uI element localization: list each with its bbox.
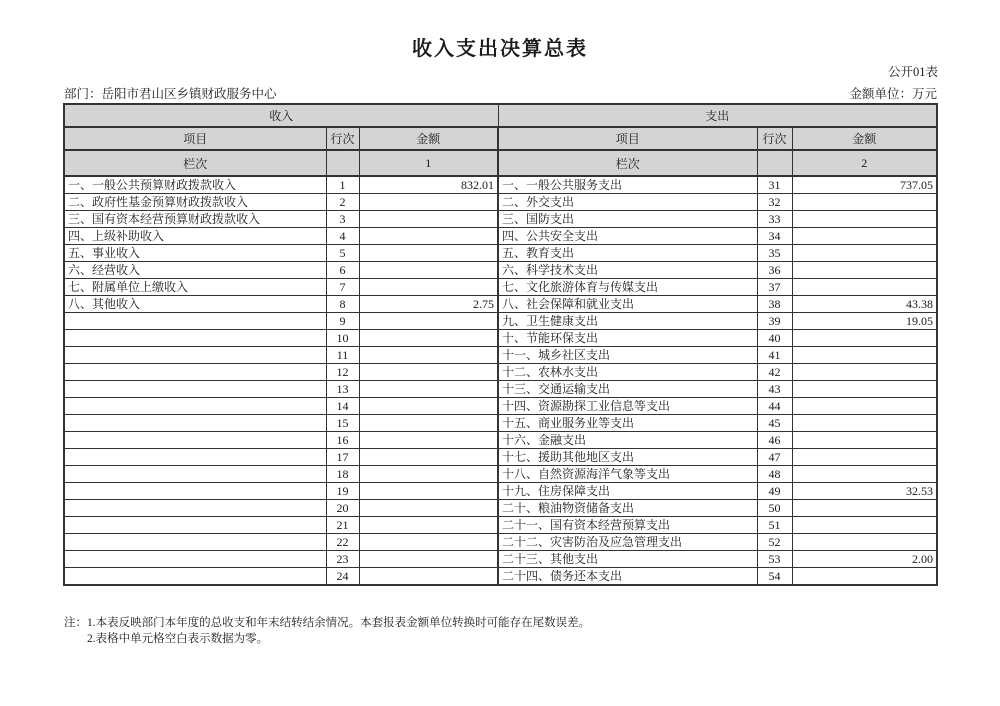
- expense-amount-cell: 19.05: [792, 313, 937, 330]
- income-rowno-cell: 5: [326, 245, 359, 262]
- income-rowno-cell: 11: [326, 347, 359, 364]
- department-label: 部门：岳阳市君山区乡镇财政服务中心: [64, 87, 277, 101]
- income-amount-cell: [359, 262, 498, 279]
- table-row: [64, 211, 937, 228]
- income-item-cell: [64, 330, 326, 347]
- expense-item-cell: 十七、援助其他地区支出: [498, 449, 757, 466]
- income-rowno-cell: 2: [326, 194, 359, 211]
- expense-item-cell: 十九、住房保障支出: [498, 483, 757, 500]
- table-row: [64, 551, 937, 568]
- expense-lanci-label: 栏次: [498, 150, 757, 176]
- expense-rowno-cell: 52: [757, 534, 792, 551]
- expense-amount-cell: 32.53: [792, 483, 937, 500]
- expense-section-header: 支出: [498, 104, 937, 127]
- expense-rowno-cell: 47: [757, 449, 792, 466]
- table-row: [64, 432, 937, 449]
- expense-amount-cell: [792, 415, 937, 432]
- income-amount-cell: [359, 568, 498, 586]
- expense-item-cell: 四、公共安全支出: [498, 228, 757, 245]
- income-amount-cell: 2.75: [359, 296, 498, 313]
- expense-amount-cell: [792, 568, 937, 586]
- income-item-cell: [64, 313, 326, 330]
- income-amount-cell: [359, 500, 498, 517]
- expense-column-number: 2: [792, 150, 937, 176]
- notes-label: 注：: [64, 617, 87, 629]
- income-rowno-cell: 10: [326, 330, 359, 347]
- income-item-cell: [64, 551, 326, 568]
- income-item-cell: [64, 466, 326, 483]
- expense-amount-cell: [792, 330, 937, 347]
- expense-rowno-cell: 35: [757, 245, 792, 262]
- expense-amount-cell: 737.05: [792, 176, 937, 194]
- table-row: [64, 381, 937, 398]
- income-rowno-cell: 12: [326, 364, 359, 381]
- expense-col-rowno-header: 行次: [757, 127, 792, 150]
- expense-amount-cell: [792, 262, 937, 279]
- expense-rowno-cell: 51: [757, 517, 792, 534]
- expense-amount-cell: [792, 347, 937, 364]
- expense-col-amount-header: 金额: [792, 127, 937, 150]
- expense-item-cell: 八、社会保障和就业支出: [498, 296, 757, 313]
- income-section-header: 收入: [64, 104, 498, 127]
- expense-rowno-cell: 36: [757, 262, 792, 279]
- expense-rowno-cell: 39: [757, 313, 792, 330]
- expense-amount-cell: 2.00: [792, 551, 937, 568]
- income-item-cell: 三、国有资本经营预算财政拨款收入: [64, 211, 326, 228]
- income-col-amount-header: 金额: [359, 127, 498, 150]
- expense-item-cell: 一、一般公共服务支出: [498, 176, 757, 194]
- expense-rowno-cell: 44: [757, 398, 792, 415]
- expense-item-cell: 十三、交通运输支出: [498, 381, 757, 398]
- expense-amount-cell: [792, 279, 937, 296]
- income-item-cell: [64, 517, 326, 534]
- income-lanci-rowno-blank: [326, 150, 359, 176]
- income-rowno-cell: 14: [326, 398, 359, 415]
- income-item-cell: 六、经营收入: [64, 262, 326, 279]
- table-row: [64, 449, 937, 466]
- income-rowno-cell: 9: [326, 313, 359, 330]
- table-row: [64, 568, 937, 586]
- income-amount-cell: [359, 279, 498, 296]
- income-col-item-header: 项目: [64, 127, 326, 150]
- income-amount-cell: [359, 432, 498, 449]
- income-item-cell: 七、附属单位上缴收入: [64, 279, 326, 296]
- expense-amount-cell: [792, 228, 937, 245]
- page-title: 收入支出决算总表: [412, 38, 588, 60]
- income-item-cell: [64, 381, 326, 398]
- income-amount-cell: [359, 449, 498, 466]
- note-line-2: 2.表格中单元格空白表示数据为零。: [87, 632, 269, 645]
- expense-lanci-rowno-blank: [757, 150, 792, 176]
- income-amount-cell: [359, 347, 498, 364]
- income-amount-cell: [359, 228, 498, 245]
- income-lanci-label: 栏次: [64, 150, 326, 176]
- expense-rowno-cell: 45: [757, 415, 792, 432]
- expense-item-cell: 二、外交支出: [498, 194, 757, 211]
- expense-item-cell: 五、教育支出: [498, 245, 757, 262]
- income-item-cell: 八、其他收入: [64, 296, 326, 313]
- table-row: [64, 245, 937, 262]
- income-col-rowno-header: 行次: [326, 127, 359, 150]
- income-amount-cell: [359, 551, 498, 568]
- expense-rowno-cell: 32: [757, 194, 792, 211]
- expense-rowno-cell: 40: [757, 330, 792, 347]
- income-item-cell: [64, 415, 326, 432]
- unit-label: 金额单位：万元: [849, 87, 937, 101]
- table-row: [64, 296, 937, 313]
- table-row: [64, 347, 937, 364]
- expense-amount-cell: [792, 398, 937, 415]
- expense-item-cell: 二十、粮油物资储备支出: [498, 500, 757, 517]
- table-row: [64, 415, 937, 432]
- expense-amount-cell: [792, 466, 937, 483]
- income-rowno-cell: 3: [326, 211, 359, 228]
- expense-rowno-cell: 33: [757, 211, 792, 228]
- income-item-cell: 一、一般公共预算财政拨款收入: [64, 176, 326, 194]
- expense-item-cell: 十五、商业服务业等支出: [498, 415, 757, 432]
- expense-amount-cell: [792, 432, 937, 449]
- notes: [64, 616, 940, 647]
- expense-rowno-cell: 50: [757, 500, 792, 517]
- income-rowno-cell: 19: [326, 483, 359, 500]
- section-header-row: [64, 104, 937, 127]
- income-amount-cell: [359, 398, 498, 415]
- income-item-cell: [64, 483, 326, 500]
- income-item-cell: [64, 398, 326, 415]
- table-row: [64, 483, 937, 500]
- income-item-cell: [64, 534, 326, 551]
- income-item-cell: [64, 432, 326, 449]
- expense-rowno-cell: 54: [757, 568, 792, 586]
- expense-amount-cell: [792, 364, 937, 381]
- income-rowno-cell: 15: [326, 415, 359, 432]
- income-amount-cell: [359, 245, 498, 262]
- expense-amount-cell: [792, 211, 937, 228]
- table-row: [64, 500, 937, 517]
- table-row: [64, 534, 937, 551]
- income-item-cell: 二、政府性基金预算财政拨款收入: [64, 194, 326, 211]
- income-rowno-cell: 22: [326, 534, 359, 551]
- expense-rowno-cell: 41: [757, 347, 792, 364]
- income-rowno-cell: 4: [326, 228, 359, 245]
- table-row: [64, 330, 937, 347]
- expense-item-cell: 二十二、灾害防治及应急管理支出: [498, 534, 757, 551]
- income-amount-cell: [359, 211, 498, 228]
- expense-item-cell: 二十三、其他支出: [498, 551, 757, 568]
- meta-line: [64, 84, 937, 102]
- table-row: [64, 279, 937, 296]
- income-rowno-cell: 7: [326, 279, 359, 296]
- column-index-row: [64, 150, 937, 176]
- income-rowno-cell: 20: [326, 500, 359, 517]
- income-item-cell: 四、上级补助收入: [64, 228, 326, 245]
- table-row: [64, 194, 937, 211]
- expense-item-cell: 二十一、国有资本经营预算支出: [498, 517, 757, 534]
- expense-rowno-cell: 49: [757, 483, 792, 500]
- income-amount-cell: [359, 194, 498, 211]
- income-amount-cell: [359, 466, 498, 483]
- expense-amount-cell: 43.38: [792, 296, 937, 313]
- table-row: [64, 228, 937, 245]
- final-accounts-table: [63, 103, 938, 586]
- income-rowno-cell: 16: [326, 432, 359, 449]
- income-amount-cell: [359, 330, 498, 347]
- table-code: 公开01表: [887, 65, 938, 79]
- expense-rowno-cell: 46: [757, 432, 792, 449]
- income-item-cell: [64, 364, 326, 381]
- income-rowno-cell: 8: [326, 296, 359, 313]
- column-header-row: [64, 127, 937, 150]
- income-item-cell: 五、事业收入: [64, 245, 326, 262]
- income-rowno-cell: 18: [326, 466, 359, 483]
- expense-amount-cell: [792, 194, 937, 211]
- expense-rowno-cell: 42: [757, 364, 792, 381]
- income-amount-cell: 832.01: [359, 176, 498, 194]
- income-amount-cell: [359, 534, 498, 551]
- income-item-cell: [64, 568, 326, 586]
- table-row: [64, 517, 937, 534]
- expense-item-cell: 十一、城乡社区支出: [498, 347, 757, 364]
- income-item-cell: [64, 500, 326, 517]
- income-rowno-cell: 24: [326, 568, 359, 586]
- expense-amount-cell: [792, 500, 937, 517]
- expense-item-cell: 十八、自然资源海洋气象等支出: [498, 466, 757, 483]
- expense-rowno-cell: 48: [757, 466, 792, 483]
- income-rowno-cell: 6: [326, 262, 359, 279]
- expense-item-cell: 六、科学技术支出: [498, 262, 757, 279]
- income-amount-cell: [359, 483, 498, 500]
- expense-item-cell: 十四、资源勘探工业信息等支出: [498, 398, 757, 415]
- income-amount-cell: [359, 381, 498, 398]
- income-item-cell: [64, 347, 326, 364]
- income-amount-cell: [359, 517, 498, 534]
- expense-item-cell: 十六、金融支出: [498, 432, 757, 449]
- expense-rowno-cell: 38: [757, 296, 792, 313]
- expense-rowno-cell: 43: [757, 381, 792, 398]
- expense-rowno-cell: 53: [757, 551, 792, 568]
- income-rowno-cell: 23: [326, 551, 359, 568]
- income-rowno-cell: 21: [326, 517, 359, 534]
- income-column-number: 1: [359, 150, 498, 176]
- income-rowno-cell: 13: [326, 381, 359, 398]
- expense-amount-cell: [792, 517, 937, 534]
- expense-amount-cell: [792, 245, 937, 262]
- table-row: [64, 466, 937, 483]
- table-row: [64, 398, 937, 415]
- expense-amount-cell: [792, 534, 937, 551]
- table-row: [64, 364, 937, 381]
- expense-rowno-cell: 34: [757, 228, 792, 245]
- table-row: [64, 176, 937, 194]
- expense-item-cell: 九、卫生健康支出: [498, 313, 757, 330]
- expense-item-cell: 七、文化旅游体育与传媒支出: [498, 279, 757, 296]
- income-amount-cell: [359, 313, 498, 330]
- expense-amount-cell: [792, 381, 937, 398]
- expense-rowno-cell: 31: [757, 176, 792, 194]
- table-row: [64, 313, 937, 330]
- expense-item-cell: 十、节能环保支出: [498, 330, 757, 347]
- note-line-1: 1.本表反映部门本年度的总收支和年末结转结余情况。本套报表金额单位转换时可能存在尾数误差。: [87, 617, 591, 629]
- expense-col-item-header: 项目: [498, 127, 757, 150]
- expense-item-cell: 二十四、债务还本支出: [498, 568, 757, 586]
- income-amount-cell: [359, 364, 498, 381]
- table-row: [64, 262, 937, 279]
- income-rowno-cell: 1: [326, 176, 359, 194]
- expense-amount-cell: [792, 449, 937, 466]
- expense-item-cell: 十二、农林水支出: [498, 364, 757, 381]
- income-rowno-cell: 17: [326, 449, 359, 466]
- expense-item-cell: 三、国防支出: [498, 211, 757, 228]
- expense-rowno-cell: 37: [757, 279, 792, 296]
- income-amount-cell: [359, 415, 498, 432]
- income-item-cell: [64, 449, 326, 466]
